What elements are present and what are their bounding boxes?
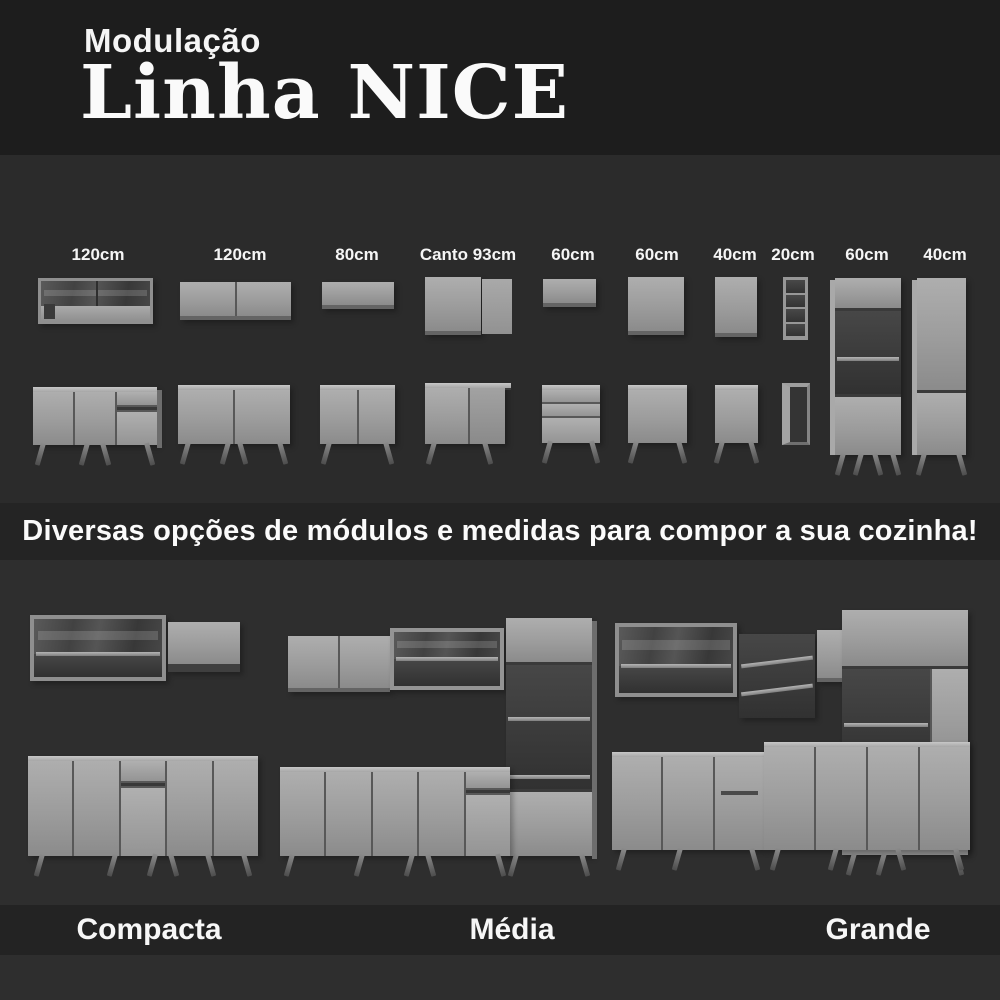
base-cabinet-left-arm xyxy=(612,752,764,850)
door xyxy=(288,636,338,688)
tower-cabinet xyxy=(506,618,592,856)
module-size-label: Canto 93cm xyxy=(419,245,517,264)
leg xyxy=(748,440,759,463)
door xyxy=(322,282,394,305)
legs xyxy=(764,848,970,872)
kitchen-media-render xyxy=(280,560,600,895)
leg xyxy=(168,853,179,876)
doors xyxy=(628,277,684,331)
door xyxy=(920,747,970,850)
kitchens-section xyxy=(0,560,1000,905)
door xyxy=(121,788,165,856)
door xyxy=(180,282,235,316)
open-shelf xyxy=(41,306,150,321)
niche-shelf xyxy=(837,357,899,361)
cabinet-underside xyxy=(543,303,596,307)
legs xyxy=(835,453,901,477)
glass-upper xyxy=(394,632,500,659)
cabinet-underside xyxy=(715,333,757,337)
door xyxy=(235,390,290,444)
leg xyxy=(100,442,111,465)
legs xyxy=(33,443,157,467)
cabinet-underside xyxy=(628,331,684,335)
leg xyxy=(749,847,760,870)
legs xyxy=(320,442,395,466)
module-size-label: 60cm xyxy=(845,245,889,264)
leg xyxy=(277,441,288,464)
legs xyxy=(715,441,758,465)
side-panel xyxy=(157,390,162,448)
page-title: Linha NICE xyxy=(80,50,570,136)
glass-doors xyxy=(619,627,733,666)
banner xyxy=(0,503,1000,560)
module-size-label: 20cm xyxy=(771,245,815,264)
corner-side-panel xyxy=(470,388,505,444)
leg xyxy=(956,452,967,475)
base-open-niche-20 xyxy=(782,383,810,445)
leg xyxy=(425,853,436,876)
door xyxy=(425,388,468,444)
kitchen-grande-render xyxy=(610,560,990,900)
drawer xyxy=(117,392,157,405)
top-door xyxy=(835,278,901,308)
base-cabinet-right-arm xyxy=(764,742,970,850)
doors xyxy=(543,279,596,303)
bottom-strip xyxy=(0,955,1000,1000)
base-cabinet-2-door-80 xyxy=(320,385,395,444)
doors xyxy=(322,282,394,305)
leg xyxy=(35,442,46,465)
cabinet-underside xyxy=(168,664,240,672)
leg xyxy=(953,847,964,870)
door xyxy=(237,282,292,316)
doors xyxy=(715,277,757,333)
legs xyxy=(178,442,290,466)
doors xyxy=(168,622,240,664)
door xyxy=(320,390,357,444)
drawer-door-stack xyxy=(466,772,510,856)
drawer xyxy=(542,404,600,416)
corner-open-shelves xyxy=(739,634,815,718)
wall-cabinet-1-door-60-low xyxy=(543,279,596,307)
leg xyxy=(284,853,295,876)
bottom-door xyxy=(917,393,966,455)
leg xyxy=(220,441,231,464)
door xyxy=(425,277,481,331)
drawer-door-stack xyxy=(117,392,157,445)
side-panel xyxy=(592,621,597,859)
door xyxy=(326,772,370,856)
leg xyxy=(144,442,155,465)
kitchen-label-media: Média xyxy=(469,913,555,946)
door xyxy=(816,747,866,850)
door xyxy=(214,761,258,856)
leg xyxy=(495,853,506,876)
wall-cabinet-door xyxy=(168,622,240,672)
door xyxy=(178,390,233,444)
glass-reflection xyxy=(38,631,158,640)
banner-text: Diversas opções de módulos e medidas para compor a sua cozinha! xyxy=(22,515,978,547)
hero-header xyxy=(0,0,1000,155)
door xyxy=(117,412,157,445)
leg xyxy=(676,440,687,463)
niche-shelf xyxy=(741,684,813,697)
doors xyxy=(33,392,157,445)
legs xyxy=(28,854,258,878)
base-cabinet-2-door-120 xyxy=(178,385,290,444)
leg xyxy=(180,441,191,464)
leg xyxy=(404,853,415,876)
doors xyxy=(628,390,687,443)
doors xyxy=(764,747,970,850)
module-size-label: 40cm xyxy=(923,245,967,264)
door xyxy=(715,390,758,443)
leg xyxy=(321,441,332,464)
bottom-door xyxy=(506,792,592,856)
niche-shelf xyxy=(396,657,498,661)
wall-open-shelf-20 xyxy=(783,277,808,340)
leg xyxy=(616,847,627,870)
microwave-niche xyxy=(835,311,901,394)
niche-shelf xyxy=(36,652,160,656)
wall-cabinet-1-door-60 xyxy=(628,277,684,335)
niche-shelf xyxy=(508,775,590,779)
door xyxy=(75,392,115,445)
doors xyxy=(425,277,481,331)
doors xyxy=(180,282,291,316)
doors xyxy=(288,636,390,688)
doors xyxy=(715,390,758,443)
base-cabinet-1-door-60 xyxy=(628,385,687,443)
drawer-door-stack xyxy=(121,761,165,856)
leg xyxy=(147,853,158,876)
cabinet-underside xyxy=(425,331,481,335)
legs xyxy=(917,453,966,477)
side-panel xyxy=(912,280,917,455)
open-shelf xyxy=(619,666,733,694)
door xyxy=(612,757,661,850)
base-cabinet-1-door-40 xyxy=(715,385,758,443)
leg xyxy=(426,441,437,464)
module-size-label: 120cm xyxy=(71,245,125,264)
door xyxy=(466,795,510,856)
kitchen-label-grande: Grande xyxy=(825,913,931,946)
drawer xyxy=(542,418,600,443)
glass-doors xyxy=(41,281,150,306)
door xyxy=(33,392,73,445)
door xyxy=(340,636,390,688)
door xyxy=(663,757,712,850)
cabinet-underside xyxy=(322,305,394,309)
wall-cabinet-glass-2-door-120 xyxy=(38,278,153,324)
legs xyxy=(542,441,600,465)
module-size-label: 80cm xyxy=(335,245,379,264)
microwave-niche xyxy=(506,665,592,789)
drawer-slot xyxy=(466,790,510,793)
module-size-label: 60cm xyxy=(635,245,679,264)
doors xyxy=(178,390,290,444)
niche-shelf xyxy=(508,717,590,721)
door xyxy=(543,279,596,303)
door xyxy=(28,761,72,856)
wall-cabinet-2-door-120 xyxy=(180,282,291,320)
wall-cabinet-corner-93 xyxy=(425,277,513,339)
door xyxy=(419,772,463,856)
shelf-compartment xyxy=(786,295,805,308)
leg xyxy=(205,853,216,876)
leg xyxy=(579,853,590,876)
niche-shelf xyxy=(741,656,813,669)
header-eyebrow: Modulação xyxy=(84,22,261,59)
base-cabinet-corner-93 xyxy=(425,383,505,444)
shelf-compartment xyxy=(786,324,805,337)
leg xyxy=(383,441,394,464)
door xyxy=(168,622,240,664)
niche-shelf xyxy=(621,664,731,668)
legs xyxy=(612,848,764,872)
doors xyxy=(280,772,510,856)
leg xyxy=(589,440,600,463)
doors xyxy=(320,390,395,444)
open-shelf xyxy=(394,659,500,686)
door xyxy=(74,761,118,856)
leg xyxy=(714,440,725,463)
wall-cabinet-1-door-40 xyxy=(715,277,757,337)
shelf-compartment xyxy=(786,280,805,293)
leg xyxy=(237,441,248,464)
modules-section xyxy=(0,155,1000,503)
door xyxy=(280,772,324,856)
captions-band xyxy=(0,905,1000,955)
cabinet-underside xyxy=(180,316,291,320)
glass-reflection xyxy=(397,641,497,648)
kitchen-compacta-render xyxy=(20,560,270,890)
glass-reflection xyxy=(622,640,729,650)
door xyxy=(764,747,814,850)
door xyxy=(715,757,764,850)
door xyxy=(628,390,687,443)
wall-cabinet-1-door-80 xyxy=(322,282,394,309)
leg xyxy=(872,452,883,475)
doors xyxy=(425,388,505,444)
leg xyxy=(107,853,118,876)
module-size-label: 40cm xyxy=(713,245,757,264)
corner-door xyxy=(425,277,481,335)
leg xyxy=(853,452,864,475)
door xyxy=(628,277,684,331)
legs xyxy=(425,442,505,466)
base-cabinet-run xyxy=(280,767,510,856)
wall-cabinet-glass xyxy=(30,615,166,681)
corner-side-panel xyxy=(482,279,512,334)
door xyxy=(359,390,396,444)
leg xyxy=(916,452,927,475)
open-shelf xyxy=(34,654,162,677)
glass-doors xyxy=(34,619,162,654)
legs xyxy=(506,854,592,878)
module-size-label: 60cm xyxy=(551,245,595,264)
leg xyxy=(672,847,683,870)
door-handle xyxy=(721,791,759,795)
door xyxy=(715,277,757,333)
tower-cabinet-2-door-40 xyxy=(917,278,966,455)
tower-cabinet-microwave-niche-60 xyxy=(835,278,901,455)
niche-shelf xyxy=(844,723,928,727)
shelf-compartment xyxy=(786,309,805,322)
drawer xyxy=(542,390,600,402)
door xyxy=(167,761,211,856)
top-door xyxy=(506,618,592,662)
interior-shadow xyxy=(44,304,55,319)
base-cabinet-3-drawer-60 xyxy=(542,385,600,443)
kitchen-label-compacta: Compacta xyxy=(76,913,222,946)
drawer-slot xyxy=(121,783,165,786)
leg xyxy=(79,442,90,465)
top-door xyxy=(842,610,968,666)
base-cabinet-run xyxy=(28,756,258,856)
doors xyxy=(28,761,258,856)
drawer-slot xyxy=(117,407,157,410)
doors xyxy=(612,757,764,850)
leg xyxy=(828,847,839,870)
legs xyxy=(280,854,510,878)
drawer xyxy=(466,772,510,788)
door xyxy=(868,747,918,850)
module-size-label: 120cm xyxy=(213,245,267,264)
leg xyxy=(835,452,846,475)
top-door xyxy=(917,278,966,390)
door xyxy=(373,772,417,856)
leg xyxy=(770,847,781,870)
bottom-door xyxy=(835,397,901,455)
leg xyxy=(482,441,493,464)
leg xyxy=(241,853,252,876)
leg xyxy=(890,452,901,475)
leg xyxy=(34,853,45,876)
cabinet-underside xyxy=(288,688,390,692)
drawer xyxy=(121,761,165,781)
wall-cabinet-glass xyxy=(615,623,737,697)
wall-open-shelf-unit xyxy=(390,628,504,690)
drawers xyxy=(542,390,600,443)
door-divider xyxy=(96,281,98,306)
leg xyxy=(628,440,639,463)
legs xyxy=(628,441,687,465)
leg xyxy=(542,440,553,463)
wall-cabinet-2-door xyxy=(288,636,390,692)
leg xyxy=(354,853,365,876)
base-cabinet-2-door-drawer-120 xyxy=(33,387,157,445)
leg xyxy=(895,847,906,870)
